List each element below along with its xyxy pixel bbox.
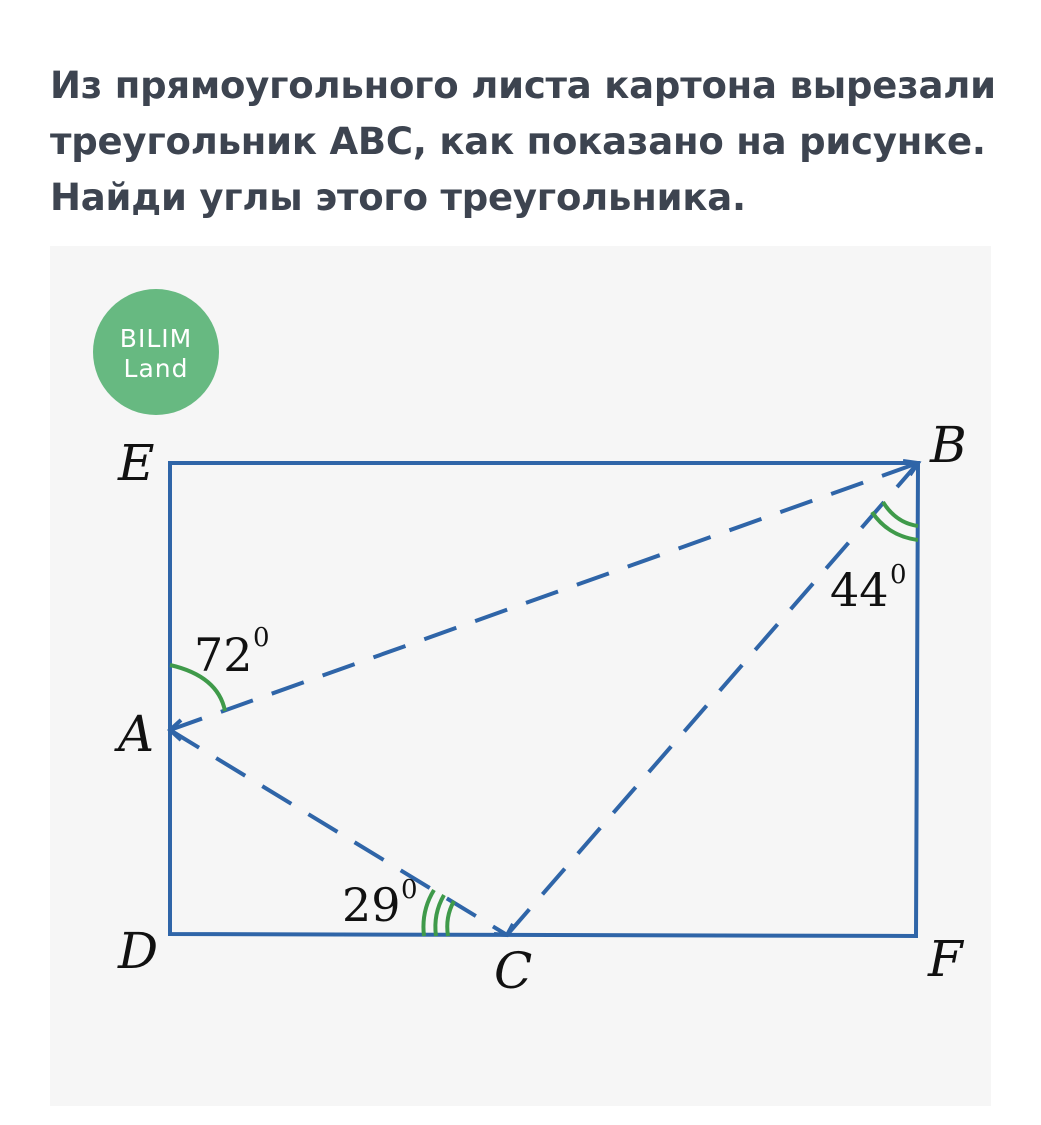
angle-value-44: 44 <box>830 563 889 617</box>
angle-arc-44-inner <box>883 502 918 526</box>
side-ac <box>170 730 507 935</box>
angle-value-72: 72 <box>194 628 253 682</box>
question-line-3: Найди углы этого треугольника. <box>50 176 746 219</box>
question-line-2: треугольник ABC, как показано на рисунке. <box>50 120 986 163</box>
point-label-c: C <box>494 942 533 1000</box>
angle-arc-29-2 <box>435 895 444 936</box>
angle-sup-72: 0 <box>253 623 270 653</box>
question-line-1: Из прямоугольного листа картона вырезали <box>50 64 996 107</box>
angle-arc-29-1 <box>423 890 434 936</box>
angle-sup-44: 0 <box>890 560 907 590</box>
point-label-f: F <box>928 930 963 988</box>
angle-value-29: 29 <box>342 878 401 932</box>
angle-label-44 <box>830 560 907 617</box>
point-label-a: A <box>118 705 155 763</box>
figure-panel <box>50 246 991 1106</box>
question-text <box>50 58 1000 226</box>
angle-label-29 <box>342 875 418 932</box>
angle-label-72 <box>194 623 270 682</box>
angle-sup-29: 0 <box>401 875 418 905</box>
bilimland-logo <box>93 289 219 415</box>
rectangle-ebfd <box>170 463 918 936</box>
point-label-b: B <box>930 416 967 474</box>
point-label-e: E <box>118 434 155 492</box>
geometry-diagram <box>50 246 991 1106</box>
side-cb <box>507 463 918 935</box>
point-label-d: D <box>118 922 159 980</box>
side-ab <box>170 463 918 730</box>
logo-text-line2: Land <box>123 354 189 383</box>
logo-text-line1: BILIM <box>119 324 193 353</box>
angle-arc-29-3 <box>447 901 454 936</box>
